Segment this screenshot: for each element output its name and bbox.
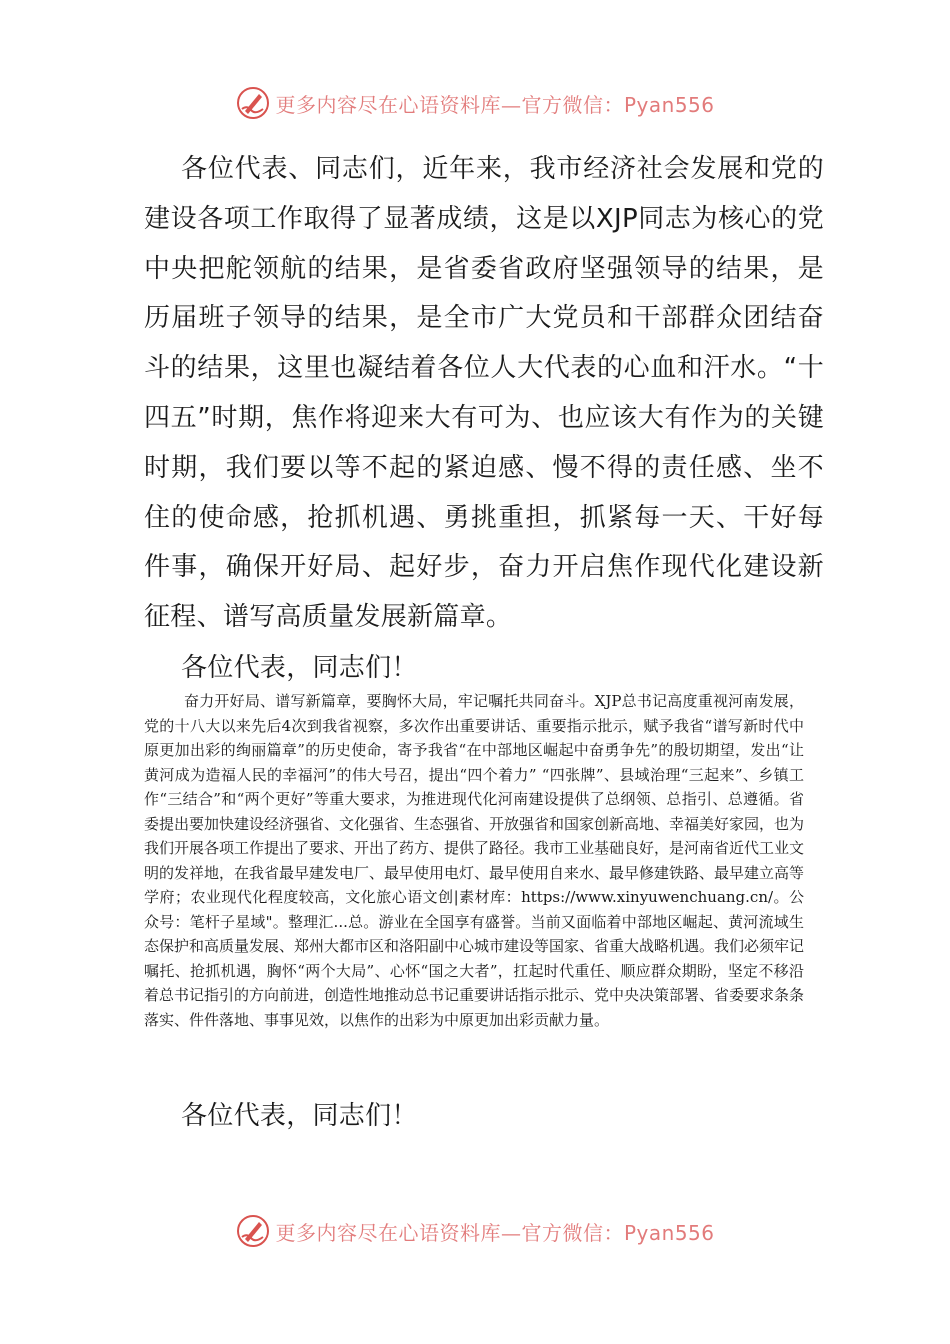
- header-banner: [0, 80, 950, 126]
- greeting-2: 各位代表，同志们！: [181, 1101, 418, 1131]
- wechat-id: Pyan556: [623, 92, 715, 117]
- paragraph-1: 各位代表、同志们，近年来，我市经济社会发展和党的建设各项工作取得了显著成绩，这是以XJP同志为核心的党中央把舵领航的结果，是省委省政府坚强领导的结果，是历届班子领导的结果，是全市广大党员和干部群众团结奋斗的结果，这里也凝结着各位人大代表的心血和汗水。“十四五”时期，焦作将迎来大有可为、也应该大有作为的关键时期，我们要以等不起的紧迫感、慢不得的责任感、坐不住的使命感，抢抓机遇、勇挑重担，抓紧每一天、干好每件事，确保开好局、起好步，奋力开启焦作现代化建设新征程、谱写高质量发展新篇章。: [144, 154, 824, 633]
- wechat-id: Pyan556: [623, 1220, 715, 1245]
- banner-text: [275, 89, 714, 118]
- banner-text: [275, 1217, 714, 1246]
- greeting-1: 各位代表，同志们！: [181, 653, 418, 683]
- banner-label: 更多内容尽在心语资料库—官方微信：: [275, 1220, 624, 1245]
- pen-logo-icon: [235, 1213, 271, 1249]
- pen-logo-icon: [235, 85, 271, 121]
- paragraph-2: 奋力开好局、谱写新篇章，要胸怀大局，牢记嘱托共同奋斗。XJP总书记高度重视河南发展，党的十八大以来先后4次到我省视察，多次作出重要讲话、重要指示批示，赋予我省“谱写新时代中原更加出彩的绚丽篇章”的历史使命，寄予我省“在中部地区崛起中奋勇争先”的殷切期望，发出“让黄河成为造福人民的幸福河”的伟大号召，提出“四个着力” “四张牌”、县域治理“三起来”、乡镇工作“三结合”和“两个更好”等重大要求，为推进现代化河南建设提供了总纲领、总指引、总遵循。省委提出要加快建设经济强省、文化强省、生态强省、开放强省和国家创新高地、幸福美好家园，也为我们开展各项工作提出了要求、开出了药方、提供了路径。我市工业基础良好，是河南省近代工业文明的发祥地，在我省最早建发电厂、最早使用电灯、最早使用自来水、最早修建铁路、最早建立高等学府；农业现代化程度较高，文化旅心语文创|素材库：https://www.xinyuwenchuang.cn/。公众号：笔杆子星域"。整理汇...总。游业在全国享有盛誉。当前又面临着中部地区崛起、黄河流域生态保护和高质量发展、郑州大都市区和洛阳副中心城市建设等国家、省重大战略机遇。我们必须牢记嘱托、抢抓机遇，胸怀“两个大局”、心怀“国之大者”，扛起时代重任、顺应群众期盼，坚定不移沿着总书记指引的方向前进，创造性地推动总书记重要讲话指示批示、党中央决策部署、省委要求条条落实、件件落地、事事见效，以焦作的出彩为中原更加出彩贡献力量。: [144, 692, 805, 1029]
- footer-banner: [0, 1208, 950, 1254]
- banner-label: 更多内容尽在心语资料库—官方微信：: [275, 92, 624, 117]
